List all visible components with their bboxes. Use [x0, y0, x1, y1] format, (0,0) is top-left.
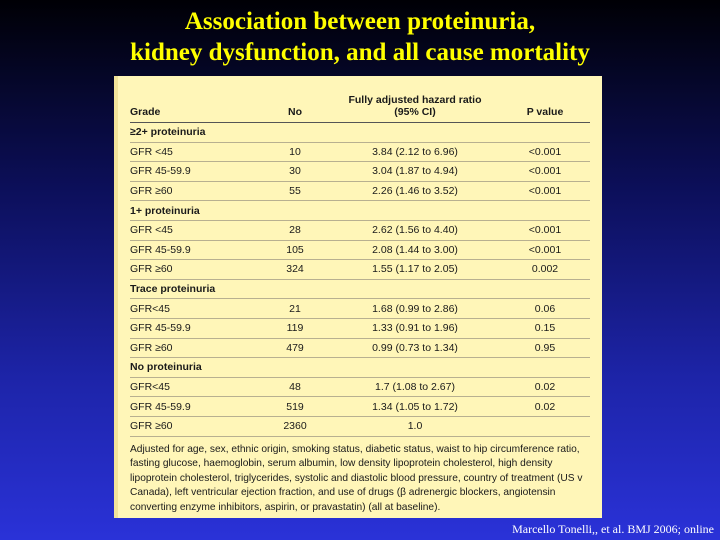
- cell-hazard-ratio: 3.84 (2.12 to 6.96): [330, 142, 500, 162]
- header-hr-line-2: (95% CI): [394, 106, 436, 118]
- cell-hazard-ratio: 2.62 (1.56 to 4.40): [330, 220, 500, 240]
- header-hr-line-1: Fully adjusted hazard ratio: [348, 94, 482, 106]
- group-label: Trace proteinuria: [130, 279, 590, 299]
- table-header-row: [130, 88, 590, 123]
- cell-p-value: 0.06: [500, 299, 590, 319]
- table-body: [130, 123, 590, 437]
- group-row: [130, 279, 590, 299]
- cell-hazard-ratio: 1.34 (1.05 to 1.72): [330, 397, 500, 417]
- header-no: No: [260, 88, 330, 123]
- cell-grade: GFR ≥60: [130, 181, 260, 201]
- slide-title: [0, 6, 720, 68]
- table-panel: [114, 76, 602, 518]
- cell-hazard-ratio: 0.99 (0.73 to 1.34): [330, 338, 500, 358]
- cell-no: 479: [260, 338, 330, 358]
- header-grade: Grade: [130, 88, 260, 123]
- cell-hazard-ratio: 2.08 (1.44 to 3.00): [330, 240, 500, 260]
- cell-hazard-ratio: 1.0: [330, 416, 500, 436]
- table-row: [130, 318, 590, 338]
- group-row: [130, 201, 590, 221]
- group-label: 1+ proteinuria: [130, 201, 590, 221]
- cell-p-value: <0.001: [500, 181, 590, 201]
- cell-p-value: <0.001: [500, 142, 590, 162]
- cell-hazard-ratio: 3.04 (1.87 to 4.94): [330, 162, 500, 182]
- table-row: [130, 299, 590, 319]
- cell-grade: GFR <45: [130, 142, 260, 162]
- group-row: [130, 358, 590, 378]
- group-label: No proteinuria: [130, 358, 590, 378]
- table-row: [130, 338, 590, 358]
- table-row: [130, 142, 590, 162]
- cell-no: 519: [260, 397, 330, 417]
- cell-grade: GFR 45-59.9: [130, 397, 260, 417]
- cell-p-value: 0.95: [500, 338, 590, 358]
- cell-grade: GFR ≥60: [130, 260, 260, 280]
- table-panel-inner: [130, 88, 590, 515]
- cell-no: 105: [260, 240, 330, 260]
- table-row: [130, 260, 590, 280]
- cell-grade: GFR 45-59.9: [130, 318, 260, 338]
- cell-no: 28: [260, 220, 330, 240]
- cell-p-value: 0.02: [500, 377, 590, 397]
- table-row: [130, 220, 590, 240]
- cell-no: 21: [260, 299, 330, 319]
- cell-grade: GFR 45-59.9: [130, 240, 260, 260]
- cell-p-value: <0.001: [500, 162, 590, 182]
- cell-no: 324: [260, 260, 330, 280]
- cell-p-value: 0.02: [500, 397, 590, 417]
- cell-no: 2360: [260, 416, 330, 436]
- table-row: [130, 181, 590, 201]
- table-footnote: Adjusted for age, sex, ethnic origin, smoking status, diabetic status, waist to hip circumference ratio, fasting glucose, haemoglobin, serum albumin, low density lipoprotein cholesterol, high density lipoprotein cholesterol, triglycerides, systolic and diastolic blood pressure, country of treatment (US v Canada), left ventricular ejection fraction, and use of drugs (β adrenergic blockers, angiotensin converting enzyme inhibitors, aspirin, or pravastatin) (all at baseline).: [130, 443, 583, 513]
- cell-no: 55: [260, 181, 330, 201]
- cell-no: 10: [260, 142, 330, 162]
- group-label: ≥2+ proteinuria: [130, 123, 590, 143]
- cell-p-value: <0.001: [500, 220, 590, 240]
- cell-no: 30: [260, 162, 330, 182]
- cell-hazard-ratio: 2.26 (1.46 to 3.52): [330, 181, 500, 201]
- cell-grade: GFR 45-59.9: [130, 162, 260, 182]
- cell-grade: GFR ≥60: [130, 338, 260, 358]
- cell-hazard-ratio: 1.33 (0.91 to 1.96): [330, 318, 500, 338]
- table-row: [130, 416, 590, 436]
- title-line-2: kidney dysfunction, and all cause mortality: [130, 39, 590, 66]
- cell-p-value: 0.002: [500, 260, 590, 280]
- cell-no: 48: [260, 377, 330, 397]
- cell-grade: GFR ≥60: [130, 416, 260, 436]
- header-p-value: P value: [500, 88, 590, 123]
- table-row: [130, 162, 590, 182]
- citation: Marcello Tonelli,, et al. BMJ 2006; online: [512, 522, 714, 536]
- cell-hazard-ratio: 1.68 (0.99 to 2.86): [330, 299, 500, 319]
- cell-grade: GFR<45: [130, 377, 260, 397]
- cell-grade: GFR <45: [130, 220, 260, 240]
- cell-hazard-ratio: 1.55 (1.17 to 2.05): [330, 260, 500, 280]
- table-row: [130, 397, 590, 417]
- table-row: [130, 240, 590, 260]
- cell-grade: GFR<45: [130, 299, 260, 319]
- cell-no: 119: [260, 318, 330, 338]
- cell-hazard-ratio: 1.7 (1.08 to 2.67): [330, 377, 500, 397]
- table-row: [130, 377, 590, 397]
- group-row: [130, 123, 590, 143]
- header-hazard-ratio: [330, 88, 500, 123]
- cell-p-value: [500, 416, 590, 436]
- cell-p-value: 0.15: [500, 318, 590, 338]
- hazard-ratio-table: [130, 88, 590, 437]
- cell-p-value: <0.001: [500, 240, 590, 260]
- title-line-1: Association between proteinuria,: [184, 8, 536, 35]
